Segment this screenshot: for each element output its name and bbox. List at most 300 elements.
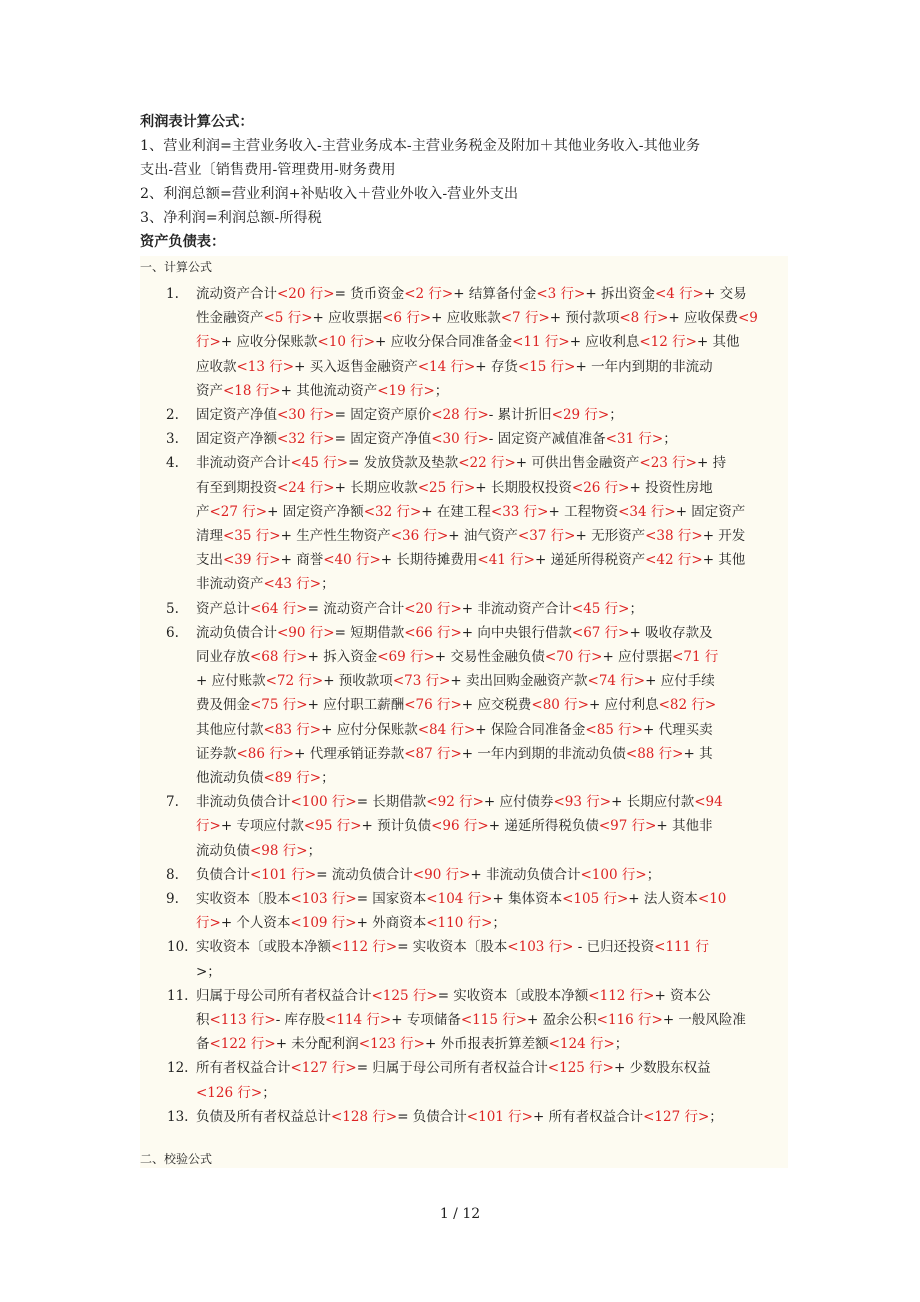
formula-text — [196, 984, 788, 1057]
formula-text — [196, 621, 788, 790]
formula-term: + 吸收存款及 — [629, 624, 713, 641]
formula-term: + 应付债券 — [483, 794, 554, 811]
formula-term: + 长期应付款 — [611, 794, 695, 811]
formula-number: 6. — [166, 624, 179, 641]
formula-term: ； — [709, 1108, 723, 1125]
formula-term: 有至到期投资 — [196, 479, 277, 496]
formula-term: 非流动资产合计 — [196, 455, 291, 472]
row-reference: <101 行> — [466, 1108, 533, 1125]
formula-term: = 发放贷款及垫款 — [348, 455, 459, 472]
row-reference: <104 行> — [426, 891, 493, 907]
row-reference: <35 行> — [223, 527, 281, 544]
row-reference: <105 行> — [562, 891, 629, 907]
formula-line — [196, 403, 788, 427]
formula-term: ； — [663, 431, 677, 448]
formula-term: ； — [321, 576, 335, 593]
formula-term: + 可供出售金融资产 — [515, 455, 640, 472]
formula-term: + 其他流动资产 — [280, 382, 378, 399]
formula-term: + 应收保费 — [668, 310, 738, 327]
formula-term: = 归属于母公司所有者权益合计 — [356, 1060, 548, 1077]
profit-line: 1、营业利润=主营业务收入-主营业务成本-主营业务税金及附加＋其他业务收入-其他业务 — [140, 138, 701, 154]
row-reference: 行> — [196, 818, 221, 835]
formula-line — [196, 476, 788, 500]
formula-number: 3. — [166, 431, 179, 448]
formula-term: = 短期借款 — [334, 624, 405, 641]
formula-term: + 代理买卖 — [643, 721, 713, 738]
row-reference: <98 行> — [250, 842, 308, 859]
row-reference: <71 行 — [672, 648, 719, 665]
section-strip — [140, 256, 788, 276]
row-reference: <110 行> — [426, 915, 493, 932]
row-reference: <109 行> — [290, 915, 357, 932]
formula-line — [196, 742, 788, 766]
row-reference: <19 行> — [377, 382, 435, 399]
formula-term: + 未分配利润 — [275, 1036, 359, 1053]
formula-line — [196, 814, 788, 838]
formula-term: + 固定资产 — [675, 503, 746, 520]
formula-number: 9. — [166, 891, 179, 907]
formula-term: + 一年内到期的非流动 — [575, 358, 713, 375]
row-reference: <10 — [697, 891, 727, 907]
row-reference: <34 行> — [618, 503, 676, 520]
row-reference: <72 行> — [265, 673, 324, 690]
formula-term: 实收资本〔或股本净额 — [196, 939, 331, 956]
row-reference: <13 行> — [236, 358, 295, 375]
formula-term: = 固定资产原价 — [334, 407, 432, 423]
row-reference: <26 行> — [571, 479, 630, 496]
row-reference: <27 行> — [209, 503, 268, 520]
formula-line — [196, 306, 788, 330]
formula-text — [196, 403, 788, 427]
row-reference: <41 行> — [477, 552, 535, 569]
formula-line — [196, 524, 788, 548]
formula-line — [196, 887, 788, 911]
formula-line — [196, 282, 788, 306]
formula-line — [196, 984, 788, 1008]
formula-term: 他流动负债 — [196, 769, 264, 786]
formula-number: 5. — [166, 600, 179, 617]
formula-term: + 应付利息 — [589, 697, 659, 714]
row-reference: <113 行> — [209, 1011, 276, 1028]
profit-line: 2、利润总额=营业利润+补贴收入＋营业外收入-营业外支出 — [140, 186, 519, 202]
formula-term: 产 — [196, 503, 210, 520]
row-reference: <30 行> — [277, 407, 335, 423]
formula-term: 资产总计 — [196, 600, 250, 617]
formula-term: + 买入返售金融资产 — [294, 358, 418, 375]
formula-term: ； — [307, 842, 322, 859]
formula-term: + 工程物资 — [548, 503, 619, 520]
row-reference: <95 行> — [303, 818, 362, 835]
formula-term: + 应付职工薪酬 — [307, 697, 405, 714]
profit-heading: 利润表计算公式： — [140, 114, 254, 130]
row-reference: <12 行> — [639, 334, 697, 351]
formula-term: + 应付分保账款 — [321, 721, 418, 738]
formula-term: + 所有者权益合计 — [532, 1108, 644, 1125]
formula-term: = 实收资本〔或股本净额 — [437, 987, 589, 1004]
formula-term: 归属于母公司所有者权益合计 — [196, 987, 372, 1004]
row-reference: <103 行> — [507, 939, 574, 956]
row-reference: <112 行> — [331, 939, 398, 956]
formula-term: 积 — [196, 1011, 210, 1028]
row-reference: <96 行> — [431, 818, 489, 835]
formula-number: 10. — [167, 939, 189, 956]
formula-text — [196, 451, 788, 596]
formula-text — [196, 1056, 788, 1104]
formula-text — [196, 887, 788, 935]
formula-term: + 卖出回购金融资产款 — [450, 673, 588, 690]
row-reference: <126 行> — [196, 1084, 263, 1101]
formula-term: 备 — [196, 1036, 210, 1053]
row-reference: <122 行> — [209, 1036, 276, 1053]
row-reference: <18 行> — [223, 382, 281, 399]
formula-term: + 其他 — [696, 334, 740, 351]
formula-term: + 应收票据 — [312, 310, 383, 327]
row-reference: <83 行> — [263, 721, 322, 738]
row-reference: <20 行> — [404, 600, 462, 617]
row-reference: <87 行> — [404, 745, 462, 762]
formula-term: - 累计折旧 — [488, 407, 552, 423]
formula-term: + 商誉 — [280, 552, 324, 569]
row-reference: <64 行> — [250, 600, 308, 617]
row-reference: <29 行> — [551, 407, 610, 423]
row-reference: <36 行> — [390, 527, 449, 544]
formula-term: 流动负债合计 — [196, 624, 277, 641]
row-reference: <70 行> — [544, 648, 603, 665]
formula-term: 固定资产净值 — [196, 407, 277, 423]
row-reference: <66 行> — [404, 624, 462, 641]
formula-term: + 递延所得税负债 — [488, 818, 599, 835]
formula-term: + 保险合同准备金 — [475, 721, 586, 738]
formula-term: + 结算备付金 — [453, 286, 537, 302]
formula-term: + 少数股东权益 — [613, 1060, 711, 1077]
row-reference: <5 行> — [263, 310, 313, 327]
formula-term: + 应付票据 — [602, 648, 673, 665]
formula-text — [196, 863, 788, 887]
formula-term: 实收资本〔股本 — [196, 891, 291, 907]
section-title-check: 二、校验公式 — [140, 1152, 213, 1166]
formula-term: + 长期股权投资 — [475, 479, 572, 496]
formula-term: ； — [492, 915, 506, 932]
formula-term: + 代理承销证券款 — [294, 745, 405, 762]
formula-term: 支出 — [196, 552, 223, 569]
formula-line — [196, 1008, 788, 1032]
formula-line — [196, 330, 788, 354]
section-title-calc: 一、计算公式 — [140, 260, 213, 274]
formula-number: 12. — [167, 1060, 189, 1077]
formula-term: + 长期应收款 — [334, 479, 418, 496]
formula-line — [196, 1056, 788, 1080]
formula-term: + 拆出资金 — [585, 286, 655, 302]
row-reference: <123 行> — [358, 1036, 425, 1053]
formula-term: = 长期借款 — [356, 794, 427, 811]
formula-number: 4. — [166, 455, 179, 472]
profit-line: 支出-营业〔销售费用-管理费用-财务费用 — [140, 162, 396, 178]
formula-term: + 外商资本 — [356, 915, 427, 932]
row-reference: <2 行> — [404, 286, 454, 302]
formula-line — [196, 1081, 788, 1105]
profit-line: 3、净利润=利润总额-所得税 — [140, 210, 322, 226]
row-reference: <101 行> — [250, 866, 317, 883]
formula-term: + 其他非 — [656, 818, 713, 835]
row-reference: <90 行> — [412, 866, 471, 883]
row-reference: <43 行> — [263, 576, 322, 593]
formula-list — [140, 276, 788, 1168]
formula-term: + 应收分保合同准备金 — [375, 334, 513, 351]
row-reference: <40 行> — [323, 552, 381, 569]
row-reference: 行> — [196, 334, 221, 351]
formula-term: + 集体资本 — [492, 891, 563, 907]
formula-line — [196, 863, 788, 887]
formula-term: = 负债合计 — [397, 1108, 467, 1125]
formula-line — [196, 839, 788, 863]
formula-term: + 应付手续 — [645, 673, 715, 690]
formula-term: + 一年内到期的非流动负债 — [461, 745, 626, 762]
formula-term: 证券款 — [196, 745, 237, 762]
formula-term: 非流动资产 — [196, 576, 264, 593]
formula-term: 固定资产净额 — [196, 431, 277, 448]
formula-term: + 其他 — [702, 552, 746, 569]
formula-term: + 非流动负债合计 — [470, 866, 581, 883]
row-reference: <25 行> — [417, 479, 476, 496]
formula-term: + 专项应付款 — [220, 818, 304, 835]
page-indicator: 1 / 12 — [439, 1206, 481, 1222]
row-reference: <23 行> — [639, 455, 697, 472]
formula-term: + 一般风险准 — [662, 1011, 746, 1028]
row-reference: <7 行> — [500, 310, 550, 327]
row-reference: <114 行> — [325, 1011, 392, 1028]
row-reference: <6 行> — [382, 310, 432, 327]
row-reference: <37 行> — [517, 527, 576, 544]
formula-term: + 外币报表折算差额 — [424, 1036, 549, 1053]
row-reference: <125 行> — [547, 1060, 614, 1077]
formula-term: + 个人资本 — [220, 915, 291, 932]
row-reference: <115 行> — [460, 1011, 528, 1028]
row-reference: 行> — [196, 915, 221, 932]
formula-number: 13. — [167, 1108, 189, 1125]
row-reference: <68 行> — [250, 648, 308, 665]
row-reference: <125 行> — [371, 987, 438, 1004]
formula-term: - 固定资产减值准备 — [488, 431, 606, 448]
formula-term: = 固定资产净值 — [334, 431, 432, 448]
formula-term: + 在建工程 — [421, 503, 491, 520]
row-reference: <38 行> — [645, 527, 703, 544]
formula-term: 清理 — [196, 527, 223, 544]
row-reference: <80 行> — [531, 697, 589, 714]
formula-term: ； — [629, 600, 643, 617]
formula-line — [196, 427, 788, 451]
formula-term: + 盈余公积 — [527, 1011, 597, 1028]
formula-text — [196, 790, 788, 863]
row-reference: <111 行 — [654, 939, 710, 956]
row-reference: <39 行> — [223, 552, 281, 569]
row-reference: <67 行> — [571, 624, 630, 641]
row-reference: <82 行> — [658, 697, 717, 714]
formula-term: 流动负债 — [196, 842, 250, 859]
row-reference: <69 行> — [377, 648, 435, 665]
formula-line — [196, 355, 788, 379]
row-reference: <22 行> — [458, 455, 516, 472]
profit-formulas — [140, 110, 788, 254]
formula-number: 11. — [167, 987, 189, 1004]
formula-line — [196, 1032, 788, 1056]
formula-line — [196, 1105, 788, 1129]
formula-term: + 预付款项 — [549, 310, 620, 327]
row-reference: <42 行> — [645, 552, 703, 569]
row-reference: <3 行> — [536, 286, 586, 302]
row-reference: <94 — [694, 794, 723, 811]
row-reference: <31 行> — [605, 431, 664, 448]
row-reference: <90 行> — [277, 624, 335, 641]
formula-term: = 货币资金 — [334, 286, 405, 302]
row-reference: <30 行> — [431, 431, 489, 448]
formula-text — [196, 935, 788, 983]
row-reference: <128 行> — [331, 1108, 398, 1125]
formula-text — [196, 282, 788, 403]
row-reference: <28 行> — [431, 407, 489, 423]
balance-heading: 资产负债表： — [140, 234, 226, 250]
row-reference: <45 行> — [290, 455, 349, 472]
formula-term: + 交易 — [703, 286, 747, 302]
formula-term: + 开发 — [702, 527, 746, 544]
formula-line — [196, 645, 788, 669]
row-reference: <8 行> — [619, 310, 669, 327]
formula-text — [196, 1105, 788, 1129]
formula-line — [196, 572, 788, 596]
row-reference: <73 行> — [392, 673, 451, 690]
row-reference: <112 行> — [588, 987, 655, 1004]
formula-term: + 应交税费 — [461, 697, 532, 714]
formula-text — [196, 597, 788, 621]
formula-term: 性金融资产 — [196, 310, 264, 327]
row-reference: <10 行> — [317, 334, 376, 351]
row-reference: <100 行> — [290, 794, 357, 811]
formula-term: + 法人资本 — [628, 891, 698, 907]
formula-term: 非流动负债合计 — [196, 794, 291, 811]
row-reference: <89 行> — [263, 769, 322, 786]
row-reference: <45 行> — [571, 600, 630, 617]
formula-line — [196, 621, 788, 645]
formula-term: + 应付账款 — [196, 673, 266, 690]
formula-line — [196, 693, 788, 717]
formula-line — [196, 718, 788, 742]
formula-term: ； — [321, 769, 335, 786]
formula-term: + 向中央银行借款 — [461, 624, 572, 641]
row-reference: <97 行> — [598, 818, 657, 835]
formula-number: 8. — [166, 866, 179, 883]
row-reference: <127 行> — [290, 1060, 357, 1077]
row-reference: <33 行> — [490, 503, 549, 520]
formula-term: = 实收资本〔股本 — [397, 939, 508, 956]
formula-line — [196, 669, 788, 693]
formula-term: = 国家资本 — [356, 891, 427, 907]
row-reference: <32 行> — [277, 431, 335, 448]
row-reference: <85 行> — [585, 721, 643, 738]
formula-line — [196, 500, 788, 524]
row-reference: <127 行> — [643, 1108, 710, 1125]
formula-line — [196, 790, 788, 814]
formula-line — [196, 451, 788, 475]
formula-line — [196, 766, 788, 790]
formula-term: 资产 — [196, 382, 223, 399]
row-reference: <124 行> — [548, 1036, 615, 1053]
row-reference: <14 行> — [417, 358, 476, 375]
formula-text — [196, 427, 788, 451]
formula-term: + 长期待摊费用 — [380, 552, 478, 569]
row-reference: <75 行> — [250, 697, 308, 714]
formula-term: >； — [196, 963, 221, 980]
formula-term: + 拆入资金 — [307, 648, 378, 665]
formula-term: ； — [614, 1036, 629, 1053]
row-reference: <84 行> — [417, 721, 476, 738]
row-reference: <93 行> — [553, 794, 612, 811]
row-reference: <15 行> — [517, 358, 576, 375]
row-reference: <116 行> — [596, 1011, 663, 1028]
formula-term: + 应收分保账款 — [220, 334, 318, 351]
formula-line — [196, 960, 788, 984]
formula-term: + 生产性生物资产 — [280, 527, 391, 544]
row-reference: <4 行> — [654, 286, 704, 302]
formula-term: ； — [609, 407, 623, 423]
formula-term: 其他应付款 — [196, 721, 264, 738]
formula-line — [196, 548, 788, 572]
formula-term: + 持 — [697, 455, 727, 472]
row-reference: <100 行> — [580, 866, 647, 883]
formula-line — [196, 935, 788, 959]
row-reference: <103 行> — [290, 891, 357, 907]
formula-term: + 专项储备 — [391, 1011, 461, 1028]
formula-term: ； — [434, 382, 449, 399]
formula-term: 费及佣金 — [196, 697, 250, 714]
row-reference: <76 行> — [404, 697, 462, 714]
row-reference: <32 行> — [363, 503, 422, 520]
formula-term: + 预收款项 — [323, 673, 393, 690]
formula-line — [196, 597, 788, 621]
formula-line — [196, 911, 788, 935]
formula-term: - 库存股 — [275, 1011, 326, 1028]
row-reference: <20 行> — [277, 286, 335, 302]
formula-line — [196, 379, 788, 403]
row-reference: <88 行> — [625, 745, 684, 762]
formula-term: - 已归还投资 — [573, 939, 655, 956]
formula-term: + 无形资产 — [575, 527, 646, 544]
row-reference: <74 行> — [587, 673, 646, 690]
formula-term: ； — [646, 866, 661, 883]
formula-term: + 应收利息 — [569, 334, 640, 351]
formula-number: 7. — [166, 794, 179, 811]
row-reference: <86 行> — [236, 745, 295, 762]
formula-term: + 预计负债 — [361, 818, 432, 835]
row-reference: <9 — [738, 310, 758, 327]
formula-term: + 存货 — [475, 358, 518, 375]
formula-term: + 其 — [683, 745, 713, 762]
row-reference: <24 行> — [277, 479, 335, 496]
formula-term: + 非流动资产合计 — [461, 600, 572, 617]
formula-term: 负债及所有者权益总计 — [196, 1108, 331, 1125]
formula-term: 流动资产合计 — [196, 286, 277, 302]
formula-term: ； — [262, 1084, 276, 1101]
formula-term: = 流动资产合计 — [307, 600, 405, 617]
formula-term: + 资本公 — [654, 987, 711, 1004]
formula-number: 1. — [166, 286, 179, 302]
formula-term: 应收款 — [196, 358, 237, 375]
formula-term: + 投资性房地 — [629, 479, 713, 496]
formula-term: + 递延所得税资产 — [535, 552, 646, 569]
formula-term: = 流动负债合计 — [316, 866, 413, 883]
formula-term: 负债合计 — [196, 866, 250, 883]
formula-term: 所有者权益合计 — [196, 1060, 291, 1077]
formula-term: + 固定资产净额 — [267, 503, 364, 520]
formula-term: + 油气资产 — [448, 527, 518, 544]
